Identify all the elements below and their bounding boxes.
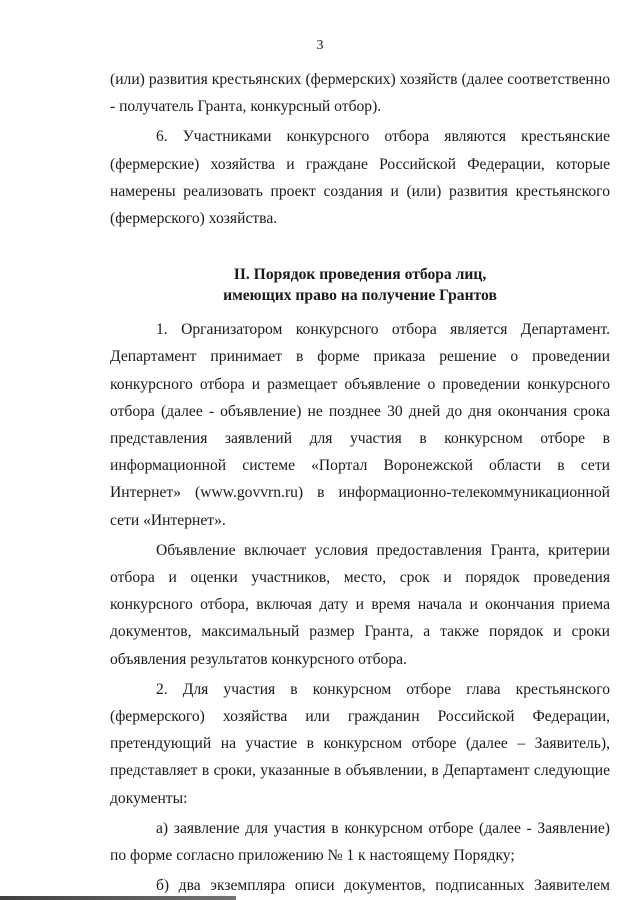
document-body xyxy=(110,66,610,899)
list-item-a: а) заявление для участия в конкурсном отборе (далее - Заявление) по форме согласно приложению № 1 к настоящему Порядку; xyxy=(110,819,610,865)
section-heading-line-2: имеющих право на получение Грантов xyxy=(223,287,497,305)
paragraph-1: 1. Организатором конкурсного отбора является Департамент. Департамент принимает в форме приказа решение о проведении конкурсного отбора и размещает объявление о проведении конкурсного отбора (далее - объявление) не позднее 30 дней до дня окончания срока представления заявлений для участия в конкурсном отборе в информационной системе «Портал Воронежской области в сети Интернет» (www.govvrn.ru) в информационно-телекоммуникационной сети «Интернет». xyxy=(110,321,610,529)
paragraph-announcement: Объявление включает условия предоставления Гранта, критерии отбора и оценки участников, место, срок и порядок проведения конкурсного отбора, включая дату и время начала и окончания приема документов, максимальный размер Гранта, а также порядок и сроки объявления результатов конкурсного отбора. xyxy=(110,541,610,668)
bottom-scan-edge xyxy=(0,896,236,900)
section-heading-line-1: II. Порядок проведения отбора лиц, xyxy=(233,266,487,284)
list-item-b: б) два экземпляра описи документов, подписанных Заявителем xyxy=(156,877,610,895)
page-number: 3 xyxy=(316,38,324,53)
section-heading xyxy=(110,264,610,306)
paragraph-6: 6. Участниками конкурсного отбора являются крестьянские (фермерские) хозяйства и граждане Российской Федерации, которые намерены реализовать проект создания и (или) развития крестьянского (фермерского) хозяйства. xyxy=(110,128,610,228)
paragraph-continuation: (или) развития крестьянских (фермерских) хозяйств (далее соответственно - получатель Гранта, конкурсный отбор). xyxy=(110,71,610,116)
paragraph-2: 2. Для участия в конкурсном отборе глава крестьянского (фермерского) хозяйства или гражданин Российской Федерации, претендующий на участие в конкурсном отборе (далее – Заявитель), представляет в сроки, указанные в объявлении, в Департамент следующие документы: xyxy=(110,680,610,807)
